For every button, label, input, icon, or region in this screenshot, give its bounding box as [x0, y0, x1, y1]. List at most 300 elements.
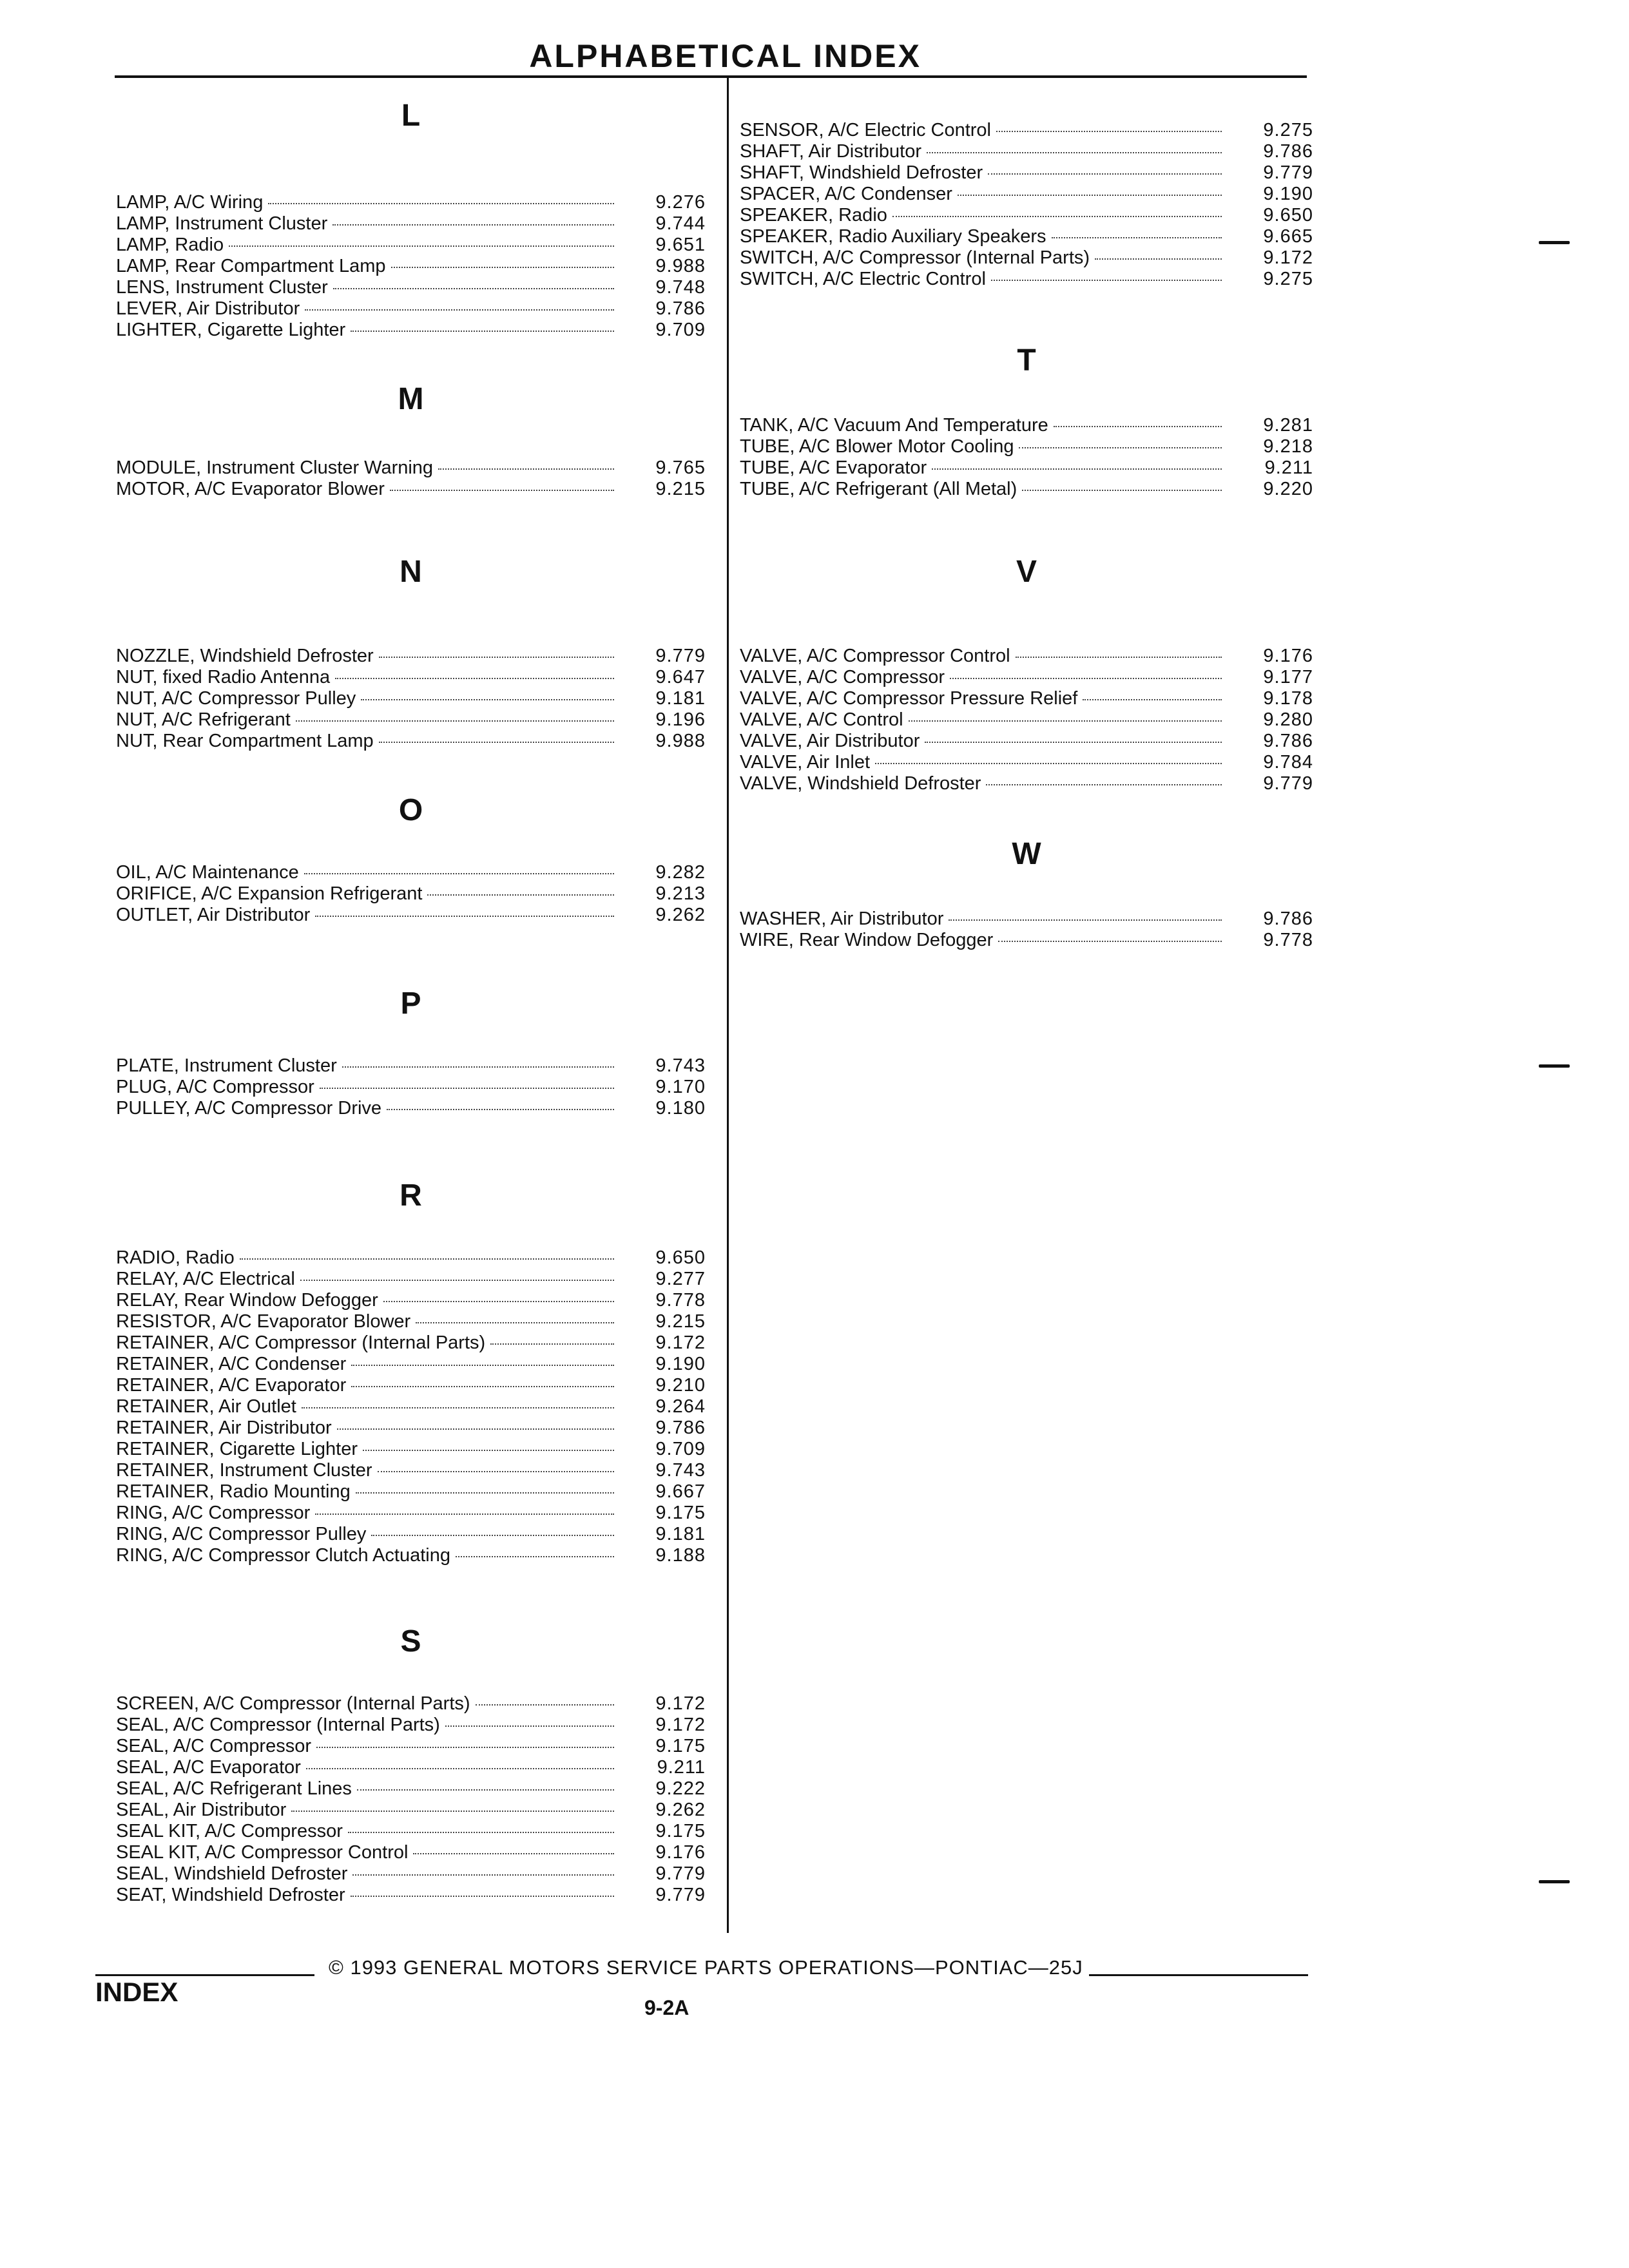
dot-leader [1052, 237, 1222, 238]
dot-leader [315, 1514, 614, 1515]
index-section-l [116, 97, 706, 341]
dot-leader [413, 1853, 614, 1854]
entry-label: VALVE, A/C Control [740, 709, 903, 730]
dot-leader [456, 1556, 614, 1557]
entry-page-number: 9.172 [1263, 247, 1313, 268]
index-entry [116, 1098, 706, 1119]
footer-page-number: 9-2A [644, 1996, 689, 2019]
entry-page-number: 9.264 [655, 1396, 706, 1417]
entry-page-number: 9.277 [655, 1269, 706, 1289]
entry-label: LAMP, Rear Compartment Lamp [116, 256, 386, 276]
dot-leader [342, 1066, 614, 1068]
dot-leader [291, 1811, 614, 1812]
index-entry [116, 1460, 706, 1481]
dot-leader [875, 763, 1222, 764]
entry-label: NOZZLE, Windshield Defroster [116, 646, 374, 666]
section-letter: P [400, 986, 421, 1021]
entry-page-number: 9.213 [655, 883, 706, 904]
entry-page-number: 9.650 [1263, 205, 1313, 226]
entry-label: NUT, A/C Refrigerant [116, 709, 291, 730]
entry-page-number: 9.667 [655, 1481, 706, 1502]
dot-leader [363, 1450, 614, 1451]
entry-page-number: 9.786 [1263, 908, 1313, 929]
entry-label: WIRE, Rear Window Defogger [740, 930, 994, 950]
entry-label: LAMP, Instrument Cluster [116, 213, 328, 234]
entry-page-number: 9.280 [1263, 709, 1313, 730]
dot-leader [379, 657, 614, 658]
index-section-s-cont [740, 76, 1313, 290]
index-entry [116, 1757, 706, 1778]
entry-label: TUBE, A/C Refrigerant (All Metal) [740, 479, 1017, 499]
dot-leader [268, 203, 614, 204]
entry-label: ORIFICE, A/C Expansion Refrigerant [116, 883, 423, 904]
entry-page-number: 9.196 [655, 709, 706, 730]
entry-label: RETAINER, Air Distributor [116, 1418, 332, 1438]
entry-label: MOTOR, A/C Evaporator Blower [116, 479, 385, 499]
entry-page-number: 9.262 [655, 1800, 706, 1820]
margin-tick-mark [1539, 241, 1570, 244]
entry-label: LEVER, Air Distributor [116, 298, 300, 319]
entry-page-number: 9.190 [1263, 184, 1313, 204]
dot-leader [304, 873, 614, 874]
section-letter: O [398, 793, 423, 827]
page-title: ALPHABETICAL INDEX [529, 38, 921, 74]
index-section-t [740, 341, 1313, 500]
index-entry [116, 298, 706, 320]
entry-label: RETAINER, Air Outlet [116, 1396, 296, 1417]
entry-page-number: 9.779 [655, 1885, 706, 1905]
entry-page-number: 9.709 [655, 320, 706, 340]
entry-label: RING, A/C Compressor [116, 1503, 311, 1523]
entry-label: RETAINER, Radio Mounting [116, 1481, 351, 1502]
index-entry [116, 457, 706, 479]
entry-label: RETAINER, Instrument Cluster [116, 1460, 372, 1481]
entry-list [740, 415, 1313, 500]
entry-list [740, 646, 1313, 794]
index-entry [116, 1077, 706, 1098]
entry-label: VALVE, A/C Compressor Pressure Relief [740, 688, 1078, 709]
section-letter: V [1016, 555, 1037, 589]
index-entry [740, 479, 1313, 500]
entry-label: SEAL, A/C Evaporator [116, 1757, 301, 1778]
index-entry [740, 930, 1313, 951]
index-entry [740, 688, 1313, 709]
dot-leader [1083, 699, 1222, 700]
section-letter: R [400, 1178, 422, 1213]
entry-page-number: 9.779 [655, 646, 706, 666]
dot-leader [438, 468, 614, 470]
entry-label: SWITCH, A/C Electric Control [740, 269, 986, 289]
entry-label: RELAY, Rear Window Defogger [116, 1290, 378, 1311]
index-entry [116, 213, 706, 235]
entry-page-number: 9.188 [655, 1545, 706, 1566]
entry-label: SEAL, Windshield Defroster [116, 1863, 348, 1884]
index-entry [116, 256, 706, 277]
index-entry [116, 1503, 706, 1524]
entry-page-number: 9.222 [655, 1778, 706, 1799]
dot-leader [316, 1747, 614, 1748]
index-section-v [740, 553, 1313, 794]
index-entry [116, 1800, 706, 1821]
entry-page-number: 9.275 [1263, 120, 1313, 140]
index-entry [116, 192, 706, 213]
entry-page-number: 9.988 [655, 256, 706, 276]
entry-list [116, 646, 706, 752]
index-entry [116, 688, 706, 709]
index-section-n [116, 553, 706, 752]
entry-page-number: 9.175 [655, 1503, 706, 1523]
entry-page-number: 9.665 [1263, 226, 1313, 247]
entry-label: RADIO, Radio [116, 1247, 235, 1268]
index-entry [116, 905, 706, 926]
dot-leader [427, 894, 614, 896]
entry-page-number: 9.650 [655, 1247, 706, 1268]
entry-label: SWITCH, A/C Compressor (Internal Parts) [740, 247, 1090, 268]
entry-label: SEAT, Windshield Defroster [116, 1885, 345, 1905]
dot-leader [351, 1896, 614, 1897]
index-entry [116, 235, 706, 256]
dot-leader [387, 1109, 614, 1110]
entry-page-number: 9.172 [655, 1332, 706, 1353]
section-letter: L [401, 99, 421, 133]
section-letter: W [1012, 837, 1041, 871]
dot-leader [949, 919, 1222, 921]
dot-leader [305, 309, 614, 311]
entry-label: SEAL KIT, A/C Compressor Control [116, 1842, 409, 1863]
entry-page-number: 9.784 [1263, 752, 1313, 773]
index-entry [116, 320, 706, 341]
index-entry [740, 709, 1313, 731]
entry-page-number: 9.215 [655, 1311, 706, 1332]
dot-leader [927, 152, 1222, 153]
entry-page-number: 9.180 [655, 1098, 706, 1119]
entry-page-number: 9.282 [655, 862, 706, 883]
dot-leader [351, 1365, 614, 1366]
entry-page-number: 9.743 [655, 1055, 706, 1076]
entry-page-number: 9.778 [655, 1290, 706, 1311]
entry-label: WASHER, Air Distributor [740, 908, 944, 929]
entry-label: TUBE, A/C Blower Motor Cooling [740, 436, 1014, 457]
index-entry [740, 667, 1313, 688]
index-entry [116, 1055, 706, 1077]
entry-page-number: 9.779 [1263, 162, 1313, 183]
dot-leader [300, 1280, 614, 1281]
index-entry [116, 862, 706, 883]
dot-leader [986, 784, 1222, 785]
index-entry [116, 731, 706, 752]
margin-tick-mark [1539, 1064, 1570, 1068]
footer-section-label: INDEX [95, 1977, 178, 2007]
dot-leader [306, 1768, 614, 1769]
entry-label: OUTLET, Air Distributor [116, 905, 311, 925]
index-entry [116, 1821, 706, 1842]
index-entry [116, 1524, 706, 1545]
index-entry [740, 457, 1313, 479]
entry-label: VALVE, Air Distributor [740, 731, 920, 751]
entry-list [116, 862, 706, 926]
dot-leader [445, 1725, 614, 1727]
dot-leader [348, 1832, 614, 1833]
dot-leader [361, 699, 614, 700]
entry-label: SPEAKER, Radio Auxiliary Speakers [740, 226, 1046, 247]
dot-leader [958, 195, 1222, 196]
dot-leader [302, 1407, 614, 1408]
index-entry [740, 415, 1313, 436]
entry-page-number: 9.743 [655, 1460, 706, 1481]
entry-page-number: 9.647 [655, 667, 706, 687]
dot-leader [240, 1258, 614, 1260]
entry-label: VALVE, A/C Compressor [740, 667, 945, 687]
dot-leader [1095, 258, 1222, 260]
entry-label: RESISTOR, A/C Evaporator Blower [116, 1311, 411, 1332]
entry-label: LENS, Instrument Cluster [116, 277, 328, 298]
dot-leader [335, 678, 614, 679]
dot-leader [378, 1471, 614, 1472]
dot-leader [991, 280, 1222, 281]
entry-page-number: 9.765 [655, 457, 706, 478]
index-entry [740, 226, 1313, 247]
dot-leader [351, 1386, 614, 1387]
entry-page-number: 9.275 [1263, 269, 1313, 289]
entry-label: RETAINER, A/C Compressor (Internal Parts) [116, 1332, 486, 1353]
dot-leader [337, 1428, 614, 1430]
entry-list [116, 1247, 706, 1566]
index-entry [116, 1778, 706, 1800]
index-entry [740, 436, 1313, 457]
entry-label: NUT, Rear Compartment Lamp [116, 731, 374, 751]
dot-leader [371, 1535, 614, 1536]
index-entry [740, 646, 1313, 667]
dot-leader [229, 245, 614, 247]
entry-page-number: 9.175 [655, 1821, 706, 1841]
entry-page-number: 9.172 [655, 1693, 706, 1714]
entry-page-number: 9.744 [655, 213, 706, 234]
index-section-m [116, 380, 706, 500]
dot-leader [998, 941, 1222, 942]
entry-label: TANK, A/C Vacuum And Temperature [740, 415, 1048, 436]
entry-label: NUT, A/C Compressor Pulley [116, 688, 356, 709]
dot-leader [476, 1704, 614, 1706]
index-entry [740, 908, 1313, 930]
entry-label: VALVE, Windshield Defroster [740, 773, 981, 794]
entry-page-number: 9.170 [655, 1077, 706, 1097]
dot-leader [390, 490, 614, 491]
dot-leader [383, 1301, 614, 1302]
index-entry [116, 1693, 706, 1715]
entry-list [740, 908, 1313, 951]
dot-leader [320, 1088, 614, 1089]
entry-label: SEAL KIT, A/C Compressor [116, 1821, 343, 1841]
section-letter: N [400, 555, 422, 589]
entry-page-number: 9.988 [655, 731, 706, 751]
index-entry [740, 731, 1313, 752]
dot-leader [1016, 657, 1222, 658]
index-entry [116, 883, 706, 905]
entry-label: RETAINER, A/C Evaporator [116, 1375, 347, 1396]
entry-label: SPACER, A/C Condenser [740, 184, 952, 204]
index-entry [116, 1418, 706, 1439]
index-entry [740, 141, 1313, 162]
entry-page-number: 9.178 [1263, 688, 1313, 709]
entry-page-number: 9.181 [655, 1524, 706, 1544]
entry-page-number: 9.177 [1263, 667, 1313, 687]
index-entry [116, 479, 706, 500]
section-letter: T [1017, 343, 1036, 378]
index-entry [116, 1736, 706, 1757]
entry-label: SEAL, A/C Compressor (Internal Parts) [116, 1715, 440, 1735]
section-letter: M [398, 382, 424, 416]
dot-leader [391, 267, 614, 268]
index-section-s [116, 1622, 706, 1906]
entry-label: RING, A/C Compressor Pulley [116, 1524, 367, 1544]
entry-page-number: 9.172 [655, 1715, 706, 1735]
index-entry [116, 1715, 706, 1736]
dot-leader [333, 288, 614, 289]
index-entry [116, 1290, 706, 1311]
entry-label: SEAL, A/C Refrigerant Lines [116, 1778, 352, 1799]
entry-page-number: 9.709 [655, 1439, 706, 1459]
dot-leader [925, 742, 1222, 743]
dot-leader [892, 216, 1222, 217]
entry-label: NUT, fixed Radio Antenna [116, 667, 331, 687]
entry-page-number: 9.211 [1264, 457, 1313, 478]
footer-copyright: © 1993 GENERAL MOTORS SERVICE PARTS OPERATIONS—PONTIAC—25J [329, 1956, 1083, 1979]
dot-leader [988, 173, 1222, 175]
index-entry [740, 752, 1313, 773]
entry-label: MODULE, Instrument Cluster Warning [116, 457, 434, 478]
index-entry [116, 1481, 706, 1503]
dot-leader [996, 131, 1222, 132]
index-entry [740, 205, 1313, 226]
entry-page-number: 9.218 [1263, 436, 1313, 457]
entry-label: VALVE, Air Inlet [740, 752, 871, 773]
entry-label: RELAY, A/C Electrical [116, 1269, 295, 1289]
entry-page-number: 9.786 [655, 298, 706, 319]
index-entry [740, 162, 1313, 184]
index-entry [116, 277, 706, 298]
entry-page-number: 9.262 [655, 905, 706, 925]
index-entry [116, 1885, 706, 1906]
entry-page-number: 9.748 [655, 277, 706, 298]
entry-label: VALVE, A/C Compressor Control [740, 646, 1010, 666]
entry-page-number: 9.276 [655, 192, 706, 213]
entry-label: PLATE, Instrument Cluster [116, 1055, 337, 1076]
index-entry [740, 269, 1313, 290]
index-entry [116, 1375, 706, 1396]
dot-leader [357, 1789, 614, 1791]
dot-leader [909, 720, 1222, 722]
entry-label: PLUG, A/C Compressor [116, 1077, 314, 1097]
index-entry [740, 120, 1313, 141]
index-entry [116, 1842, 706, 1863]
dot-leader [932, 468, 1222, 470]
dot-leader [416, 1322, 614, 1323]
entry-label: SENSOR, A/C Electric Control [740, 120, 991, 140]
entry-label: RING, A/C Compressor Clutch Actuating [116, 1545, 450, 1566]
entry-page-number: 9.210 [655, 1375, 706, 1396]
dot-leader [950, 678, 1222, 679]
entry-page-number: 9.786 [655, 1418, 706, 1438]
entry-label: SEAL, A/C Compressor [116, 1736, 311, 1756]
entry-page-number: 9.181 [655, 688, 706, 709]
index-entry [116, 1863, 706, 1885]
entry-page-number: 9.215 [655, 479, 706, 499]
index-entry [116, 1311, 706, 1332]
entry-label: SHAFT, Windshield Defroster [740, 162, 983, 183]
dot-leader [356, 1492, 614, 1494]
entry-label: RETAINER, Cigarette Lighter [116, 1439, 358, 1459]
dot-leader [333, 224, 614, 226]
index-section-w [740, 835, 1313, 951]
entry-page-number: 9.175 [655, 1736, 706, 1756]
entry-label: SEAL, Air Distributor [116, 1800, 287, 1820]
index-entry [116, 1269, 706, 1290]
entry-label: SCREEN, A/C Compressor (Internal Parts) [116, 1693, 470, 1714]
entry-label: TUBE, A/C Evaporator [740, 457, 927, 478]
entry-label: OIL, A/C Maintenance [116, 862, 299, 883]
index-entry [116, 1439, 706, 1460]
dot-leader [296, 720, 614, 722]
footer-rule-left [95, 1974, 314, 1976]
section-letter: S [400, 1624, 421, 1658]
entry-list [116, 1055, 706, 1119]
dot-leader [1019, 447, 1222, 448]
index-entry [740, 247, 1313, 269]
margin-tick-mark [1539, 1880, 1570, 1883]
entry-list [740, 120, 1313, 290]
entry-page-number: 9.651 [655, 235, 706, 255]
entry-page-number: 9.786 [1263, 731, 1313, 751]
dot-leader [379, 742, 614, 743]
index-entry [740, 773, 1313, 794]
entry-label: LAMP, A/C Wiring [116, 192, 264, 213]
footer-rule-right [1089, 1974, 1308, 1976]
index-entry [116, 709, 706, 731]
index-entry [116, 1332, 706, 1354]
dot-leader [351, 331, 614, 332]
entry-page-number: 9.779 [1263, 773, 1313, 794]
entry-page-number: 9.281 [1263, 415, 1313, 436]
entry-label: SHAFT, Air Distributor [740, 141, 921, 162]
index-entry [116, 1396, 706, 1418]
index-entry [116, 1545, 706, 1566]
entry-page-number: 9.778 [1263, 930, 1313, 950]
dot-leader [490, 1343, 614, 1345]
entry-label: PULLEY, A/C Compressor Drive [116, 1098, 382, 1119]
dot-leader [1022, 490, 1222, 491]
index-section-r [116, 1177, 706, 1566]
index-entry [116, 1354, 706, 1375]
entry-label: SPEAKER, Radio [740, 205, 887, 226]
entry-label: RETAINER, A/C Condenser [116, 1354, 347, 1374]
entry-page-number: 9.176 [655, 1842, 706, 1863]
index-entry [116, 667, 706, 688]
entry-page-number: 9.220 [1263, 479, 1313, 499]
dot-leader [315, 916, 614, 917]
entry-label: LAMP, Radio [116, 235, 224, 255]
index-entry [116, 1247, 706, 1269]
index-section-o [116, 791, 706, 926]
entry-page-number: 9.190 [655, 1354, 706, 1374]
index-entry [740, 184, 1313, 205]
entry-list [116, 457, 706, 500]
dot-leader [1054, 426, 1222, 427]
column-divider [727, 77, 729, 1933]
entry-page-number: 9.786 [1263, 141, 1313, 162]
entry-list [116, 192, 706, 341]
entry-label: LIGHTER, Cigarette Lighter [116, 320, 346, 340]
entry-page-number: 9.211 [657, 1757, 706, 1778]
